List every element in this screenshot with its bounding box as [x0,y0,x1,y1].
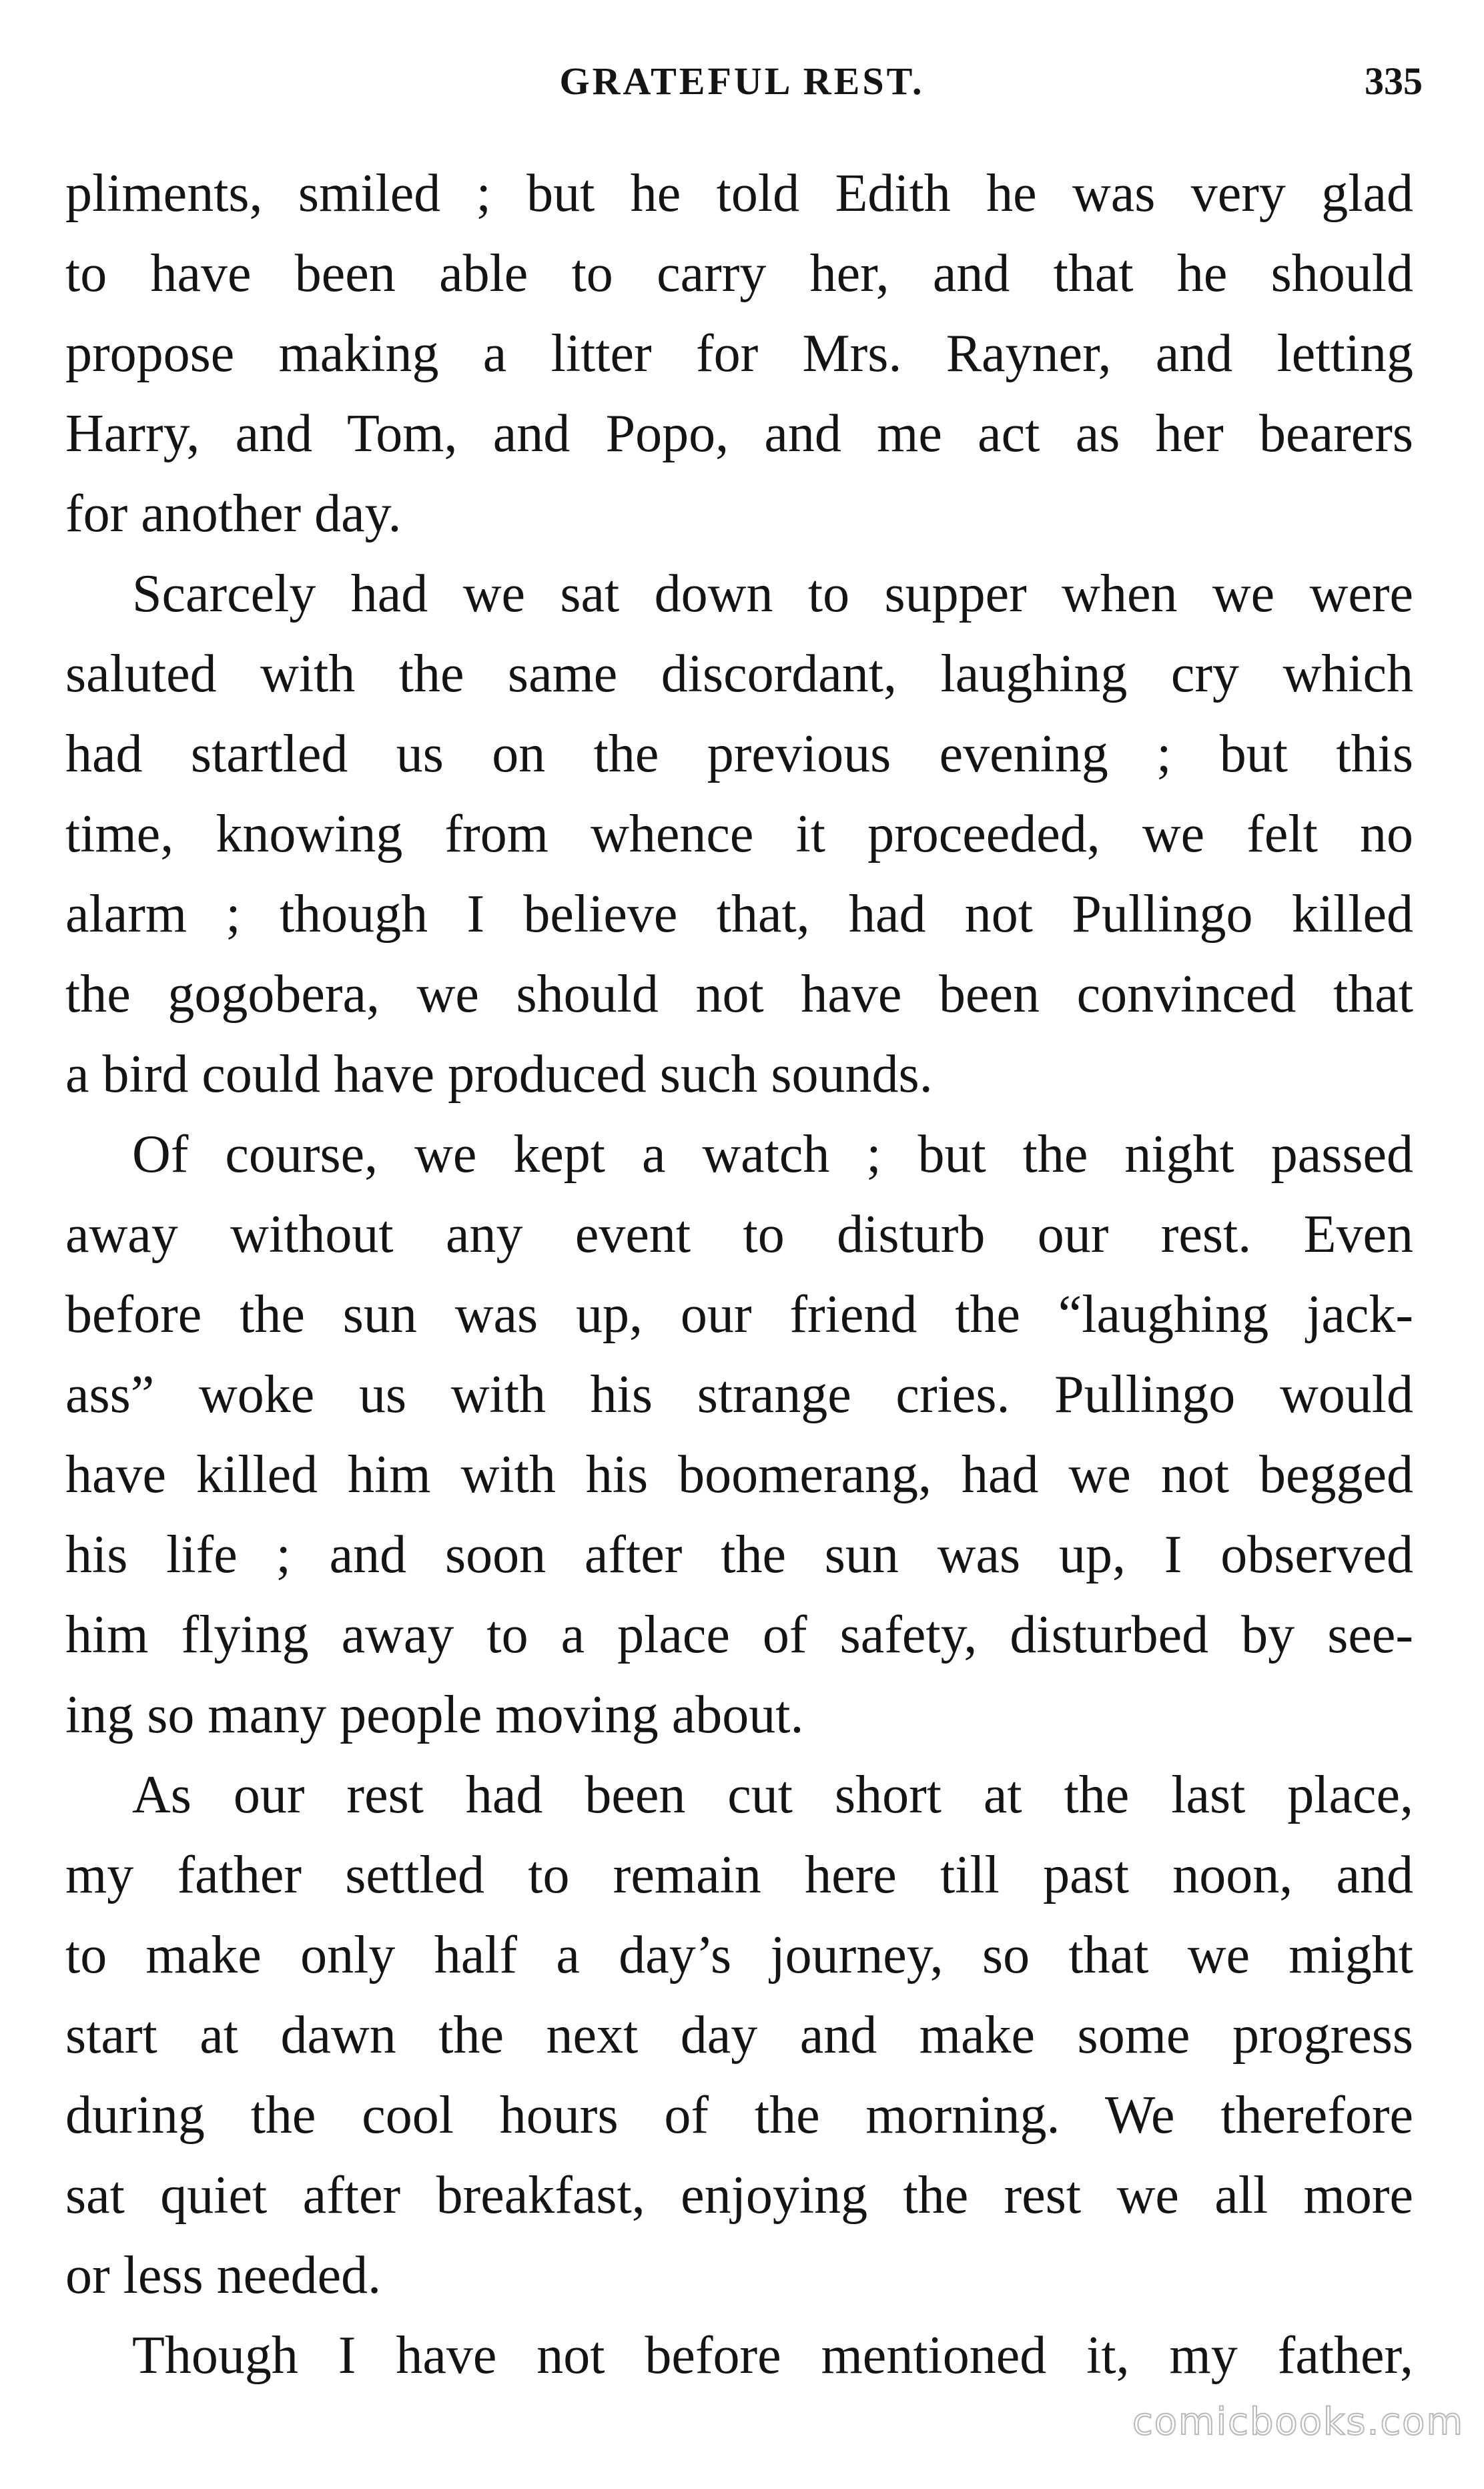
text-line: to make only half a day’s journey, so that we might [65,1926,1413,1985]
watermark: comicbooks.com [1132,2400,1464,2444]
text-line: the gogobera, we should not have been convinced that [65,965,1413,1024]
text-line: Harry, and Tom, and Popo, and me act as her bearers [65,404,1413,463]
text-line: Of course, we kept a watch ; but the night passed [132,1125,1413,1184]
text-line: have killed him with his boomerang, had we not begged [65,1445,1413,1504]
text-line: for another day. [65,484,402,543]
text-line: sat quiet after breakfast, enjoying the rest we all more [65,2166,1413,2225]
running-title: GRATEFUL REST. [559,59,925,103]
text-line: ing so many people moving about. [65,1686,804,1744]
text-line: propose making a litter for Mrs. Rayner, and letting [65,324,1413,383]
text-line: As our rest had been cut short at the last place, [132,1766,1413,1824]
text-line: away without any event to disturb our rest. Even [65,1205,1413,1264]
text-line: pliments, smiled ; but he told Edith he was very glad [65,164,1413,223]
running-head [0,59,1484,119]
page-number: 335 [1365,59,1423,103]
text-line: before the sun was up, our friend the “laughing jack- [65,1285,1413,1344]
text-line: time, knowing from whence it proceeded, we felt no [65,805,1413,863]
text-line: alarm ; though I believe that, had not Pullingo killed [65,885,1413,944]
text-line: or less needed. [65,2246,382,2305]
text-line: saluted with the same discordant, laughing cry which [65,645,1413,703]
text-line: during the cool hours of the morning. We therefore [65,2086,1413,2145]
text-line: my father settled to remain here till past noon, and [65,1846,1413,1904]
text-line: Though I have not before mentioned it, my father, [132,2326,1413,2385]
text-line: Scarcely had we sat down to supper when we were [132,565,1413,623]
text-line: his life ; and soon after the sun was up, I observed [65,1525,1413,1584]
text-line: to have been able to carry her, and that he should [65,244,1413,303]
text-line: ass” woke us with his strange cries. Pullingo would [65,1365,1413,1424]
body-text [65,153,1413,2396]
text-line: start at dawn the next day and make some progress [65,2006,1413,2065]
text-line: him flying away to a place of safety, disturbed by see- [65,1606,1413,1664]
text-line: a bird could have produced such sounds. [65,1045,933,1104]
text-line: had startled us on the previous evening ; but this [65,725,1413,783]
